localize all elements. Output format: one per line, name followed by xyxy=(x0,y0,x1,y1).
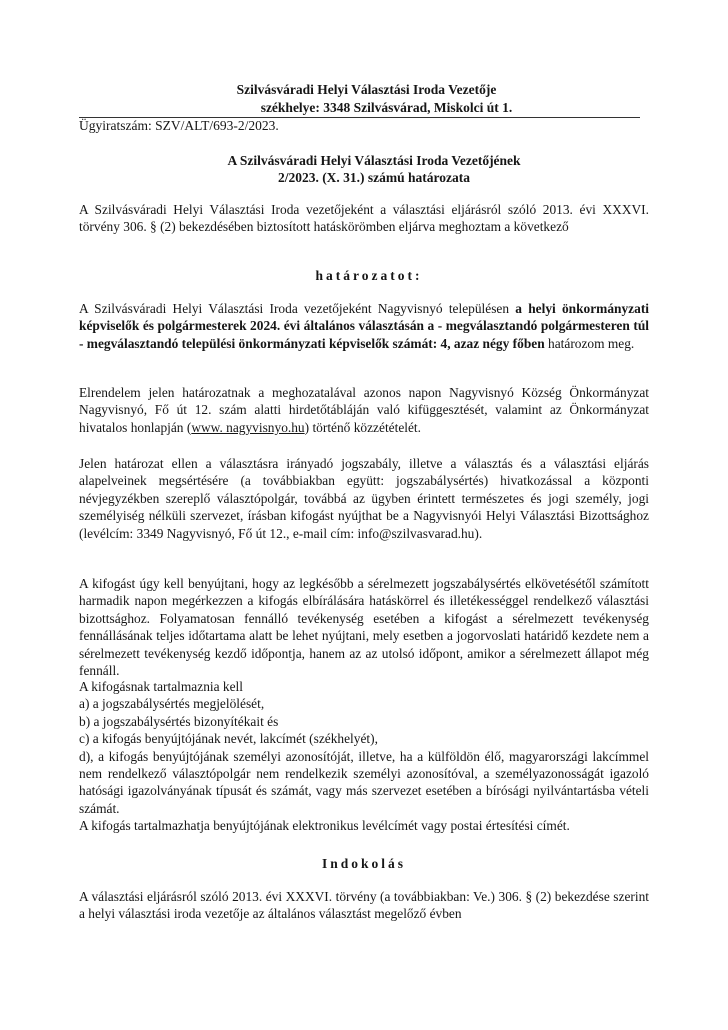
issuer-address: székhelye: 3348 Szilvásvárad, Miskolci út 1. xyxy=(260,100,513,115)
appeal-paragraph: Jelen határozat ellen a választásra irányadó jogszabály, illetve a választás és a választási eljárás alapelveinek megsértésére (a továbbiakban együtt: jogszabálysértés) hivatkozással a központi névjegyzékben szereplő választópolgár, továbbá az ügyben érintett természetes és jogi személy, jogi személyiség nélküli szervezet, írásban kifogást nyújthat be a Nagyvisnyói Helyi Választási Bizottsághoz (levélcím: 3349 Nagyvisnyó, Fő út 12., e-mail cím: info@szilvasvarad.hu). xyxy=(79,456,649,541)
publication-paragraph xyxy=(79,384,649,436)
issuer-name: Szilvásváradi Helyi Választási Iroda Vezetője xyxy=(236,82,497,97)
file-number: Ügyiratszám: SZV/ALT/693-2/2023. xyxy=(79,118,279,133)
objection-contents xyxy=(79,678,649,835)
decision-text-start: A Szilvásváradi Helyi Választási Iroda vezetőjeként Nagyvisnyó településen xyxy=(79,301,516,316)
contents-outro: A kifogás tartalmazhatja benyújtójának elektronikus levélcímét vagy postai értesítési címét. xyxy=(79,818,570,834)
website-link[interactable]: www. nagyvisnyo.hu xyxy=(191,419,305,435)
reasoning-heading: Indokolás xyxy=(321,856,407,871)
decision-title: A Szilvásváradi Helyi Választási Iroda Vezetőjének xyxy=(227,153,521,168)
decision-number: 2/2023. (X. 31.) számú határozata xyxy=(277,170,471,185)
list-item: a) a jogszabálysértés megjelölését, xyxy=(79,696,265,712)
decision-paragraph xyxy=(79,300,649,352)
intro-paragraph: A Szilvásváradi Helyi Választási Iroda vezetőjeként a választási eljárásról szóló 2013. évi XXXVI. törvény 306. § (2) bekezdésében biztosított hatáskörömben eljárva meghoztam a következő xyxy=(79,202,649,235)
objection-paragraph: A kifogást úgy kell benyújtani, hogy az legkésőbb a sérelmezett jogszabálysértés elkövetésétől számított harmadik napon megérkezzen a kifogás elbírálására hatáskörrel és illetékességgel rendelkező választási bizottsághoz. Folyamatosan fennálló tevékenység esetében a kifogást a sérelmezett tevékenység fennállásának teljes időtartama alatt be lehet nyújtani, mely esetben a jogorvoslati határidő kezdete nem a sérelmezett tevékenység kezdő időpontja, hanem az az utolsó időpont, amikor a sérelmezett állapot még fennáll. xyxy=(79,576,649,679)
list-item: b) a jogszabálysértés bizonyítékait és xyxy=(79,713,279,729)
publication-text-end: ) történő közzétételét. xyxy=(304,419,422,435)
publication-text-start: Elrendelem jelen határozatnak a meghozatalával azonos napon Nagyvisnyó Község Önkormányzat Nagyvisnyó, Fő út 12. szám alatti hirdetőtábláján való kifüggesztését, valamint az Önkormányzat hivatalos honlapján ( xyxy=(79,385,649,435)
list-item: d), a kifogás benyújtójának személyi azonosítóját, illetve, ha a külföldön élő, magyarországi lakcímmel nem rendelkező választópolgár nem rendelkezik személyi azonosítóval, a személyazonosságát igazoló hatósági igazolványának típusát és számát, vagy más szervezet esetében a bírósági nyilvántartásba vételi számát. xyxy=(79,748,649,816)
contents-intro: A kifogásnak tartalmaznia kell xyxy=(79,679,243,694)
reasoning-paragraph: A választási eljárásról szóló 2013. évi XXXVI. törvény (a továbbiakban: Ve.) 306. § (2) bekezdése szerint a helyi választási iroda vezetője az általános választást megelőző évben xyxy=(79,889,649,922)
decision-text-bold: a helyi önkormányzati képviselők és polgármesterek 2024. évi általános választásán a - megválasztandó polgármesteren túl - megválasztandó települési önkormányzati képviselők számát: 4, azaz négy főben xyxy=(79,301,649,351)
decision-text-end: határozom meg. xyxy=(544,335,635,351)
list-item: c) a kifogás benyújtójának nevét, lakcímét (székhelyét), xyxy=(79,731,378,747)
decision-heading: határozatot: xyxy=(315,268,423,283)
